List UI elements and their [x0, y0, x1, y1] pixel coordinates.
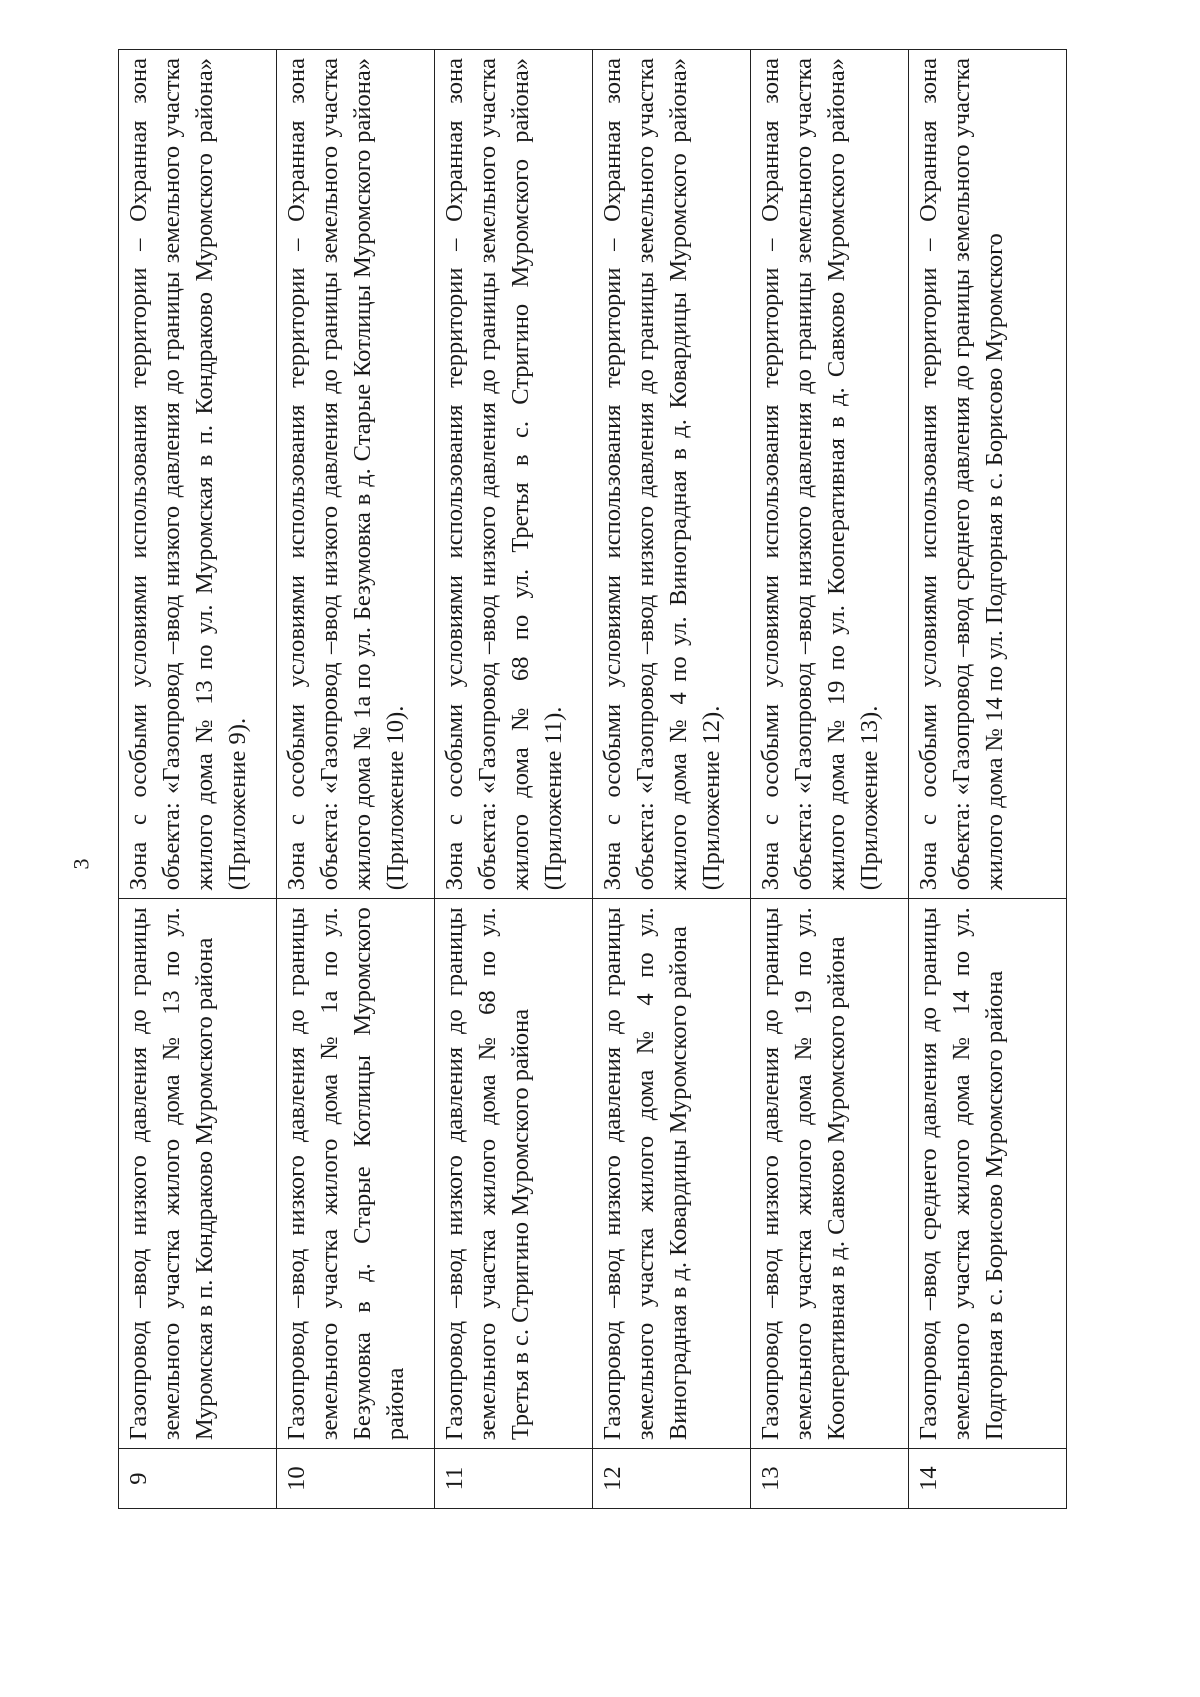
row-number: 11	[435, 1449, 593, 1509]
table-row	[909, 50, 1067, 1509]
zone-description-cell: Зона с особыми условиями использования территории – Охранная зона объекта: «Газопровод –ввод низкого давления до границы земельного участка жилого дома № 13 по ул. Муромская в п. Кондраково Муромского района» (Приложение 9).	[119, 50, 277, 899]
object-name-cell: Газопровод –ввод низкого давления до границы земельного участка жилого дома № 68 по ул. Третья в с. Стригино Муромского района	[435, 899, 593, 1449]
zone-description-cell: Зона с особыми условиями использования территории – Охранная зона объекта: «Газопровод –ввод среднего давления до границы земельного участка жилого дома № 14 по ул. Подгорная в с. Борисово Муромского	[909, 50, 1067, 899]
row-number: 13	[751, 1449, 909, 1509]
page-number: 3	[68, 858, 94, 870]
row-number: 14	[909, 1449, 1067, 1509]
object-name-cell: Газопровод –ввод низкого давления до границы земельного участка жилого дома № 1а по ул. Безумовка в д. Старые Котлицы Муромского района	[277, 899, 435, 1449]
row-number: 12	[593, 1449, 751, 1509]
protection-zones-table	[118, 49, 1067, 1509]
object-name-cell: Газопровод –ввод низкого давления до границы земельного участка жилого дома № 4 по ул. Виноградная в д. Ковардицы Муромского района	[593, 899, 751, 1449]
rotated-table-container	[118, 49, 1038, 1509]
table-row	[435, 50, 593, 1509]
table-row	[277, 50, 435, 1509]
row-number: 10	[277, 1449, 435, 1509]
zone-description-cell: Зона с особыми условиями использования территории – Охранная зона объекта: «Газопровод –ввод низкого давления до границы земельного участка жилого дома № 1а по ул. Безумовка в д. Старые Котлицы Муромского района» (Приложение 10).	[277, 50, 435, 899]
zone-description-cell: Зона с особыми условиями использования территории – Охранная зона объекта: «Газопровод –ввод низкого давления до границы земельного участка жилого дома № 68 по ул. Третья в с. Стригино Муромского района» (Приложение 11).	[435, 50, 593, 899]
object-name-cell: Газопровод –ввод среднего давления до границы земельного участка жилого дома № 14 по ул. Подгорная в с. Борисово Муромского района	[909, 899, 1067, 1449]
row-number: 9	[119, 1449, 277, 1509]
zone-description-cell: Зона с особыми условиями использования территории – Охранная зона объекта: «Газопровод –ввод низкого давления до границы земельного участка жилого дома № 4 по ул. Виноградная в д. Ковардицы Муромского района» (Приложение 12).	[593, 50, 751, 899]
object-name-cell: Газопровод –ввод низкого давления до границы земельного участка жилого дома № 19 по ул. Кооперативная в д. Савково Муромского района	[751, 899, 909, 1449]
table-row	[751, 50, 909, 1509]
zone-description-cell: Зона с особыми условиями использования территории – Охранная зона объекта: «Газопровод –ввод низкого давления до границы земельного участка жилого дома № 19 по ул. Кооперативная в д. Савково Муромского района» (Приложение 13).	[751, 50, 909, 899]
object-name-cell: Газопровод –ввод низкого давления до границы земельного участка жилого дома № 13 по ул. Муромская в п. Кондраково Муромского района	[119, 899, 277, 1449]
table-row	[593, 50, 751, 1509]
table-row	[119, 50, 277, 1509]
